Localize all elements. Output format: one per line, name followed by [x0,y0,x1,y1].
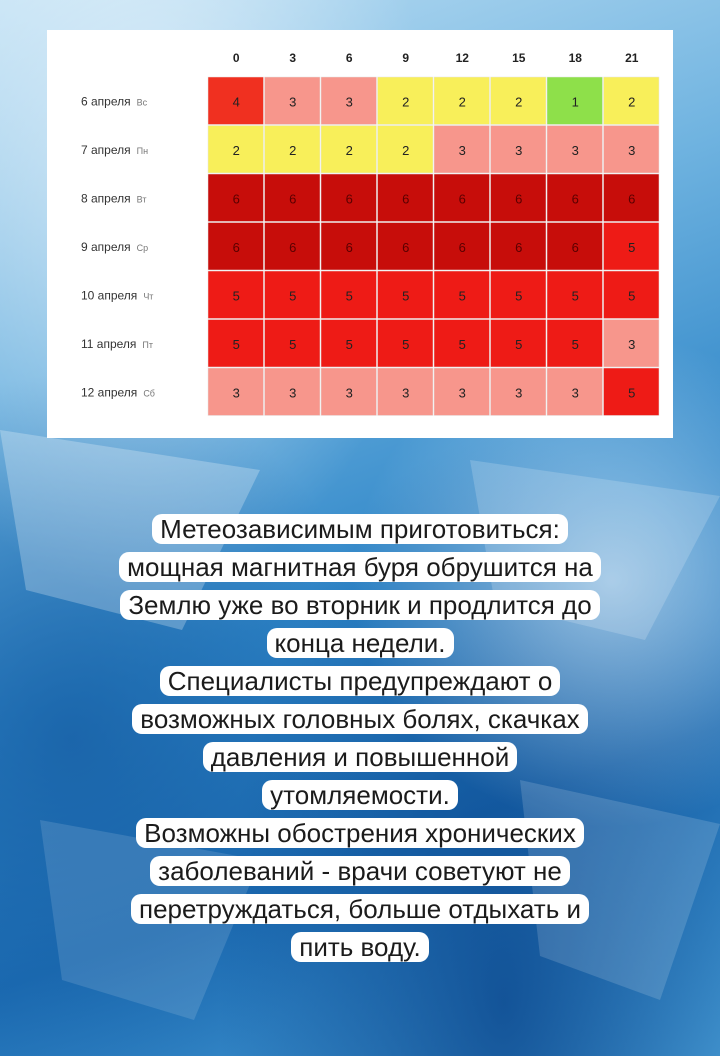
row-label-date: 11 апреля [81,336,137,351]
row-label-weekday: Вт [136,194,147,205]
row-label-weekday: Вс [136,97,148,108]
caption-line [0,700,720,738]
heatmap-cell-value: 5 [402,336,410,352]
heatmap-cell-value: 6 [345,191,353,207]
caption-line [0,852,720,890]
row-label [81,143,148,157]
row-label-weekday: Ср [136,242,149,253]
caption-line-text: конца недели. [267,628,454,658]
heatmap-cell-value: 5 [628,288,636,304]
row-label-weekday: Чт [143,291,154,302]
heatmap-cell-value: 2 [232,142,240,158]
heatmap-cell-value: 6 [628,191,636,207]
caption-line [0,928,720,966]
caption-line-text: Специалисты предупреждают о [160,666,561,696]
heatmap-cell-value: 5 [458,336,466,352]
heatmap-cell-value: 5 [571,288,579,304]
caption-line-text: Землю уже во вторник и продлится до [120,590,599,620]
chart-card [47,30,673,438]
caption-line [0,510,720,548]
heatmap-cell-value: 6 [515,239,523,255]
heatmap-cell-value: 6 [232,191,240,207]
caption-line-text: мощная магнитная буря обрушится на [119,552,601,582]
caption-line-text: давления и повышенной [203,742,517,772]
caption-line [0,548,720,586]
column-header-18: 18 [568,51,582,65]
column-header-3: 3 [289,51,297,65]
caption-line-text: утомляемости. [262,780,458,810]
heatmap-cell-value: 3 [289,385,297,401]
row-label-date: 6 апреля [81,94,131,109]
caption-line-text: Возможны обострения хронических [136,818,584,848]
heatmap-cell-value: 3 [289,94,297,110]
heatmap-cell-value: 6 [458,191,466,207]
heatmap-cell-value: 5 [458,288,466,304]
heatmap-cell-value: 3 [458,385,466,401]
heatmap-cell-value: 5 [628,385,636,401]
row-label [81,94,148,108]
heatmap-cell-value: 2 [458,94,466,110]
row-label [81,385,155,399]
heatmap-cell-value: 6 [232,239,240,255]
heatmap-cell-value: 6 [458,239,466,255]
caption-line [0,662,720,700]
heatmap-cell-value: 3 [628,336,636,352]
column-header-21: 21 [625,51,639,65]
heatmap-cell-value: 3 [571,142,579,158]
row-label-date: 9 апреля [81,239,131,254]
heatmap-cell-value: 2 [402,94,410,110]
caption-line-text: Метеозависимым приготовиться: [152,514,568,544]
column-header-12: 12 [455,51,469,65]
heatmap-cell-value: 5 [402,288,410,304]
heatmap-cell-value: 6 [289,239,297,255]
heatmap-cell-value: 5 [515,336,523,352]
heatmap-cell-value: 3 [515,142,523,158]
heatmap-cell-value: 2 [289,142,297,158]
heatmap-cell-value: 5 [289,336,297,352]
row-label [81,337,153,351]
heatmap-cell-value: 5 [515,288,523,304]
row-label-weekday: Пт [142,339,154,350]
column-header-0: 0 [232,51,240,65]
heatmap-cell-value: 4 [232,94,240,110]
row-label-date: 7 апреля [81,142,131,157]
caption-line-text: перетруждаться, больше отдыхать и [131,894,589,924]
caption-line-text: пить воду. [291,932,428,962]
row-label-date: 8 апреля [81,191,131,206]
heatmap-cell-value: 6 [402,239,410,255]
heatmap-cell-value: 2 [345,142,353,158]
row-label [81,240,148,254]
heatmap-cell-value: 2 [515,94,523,110]
heatmap-cell-value: 3 [571,385,579,401]
heatmap-cell-value: 3 [628,142,636,158]
heatmap-chart [47,30,673,438]
heatmap-cell-value: 6 [402,191,410,207]
heatmap-cell-value: 6 [515,191,523,207]
heatmap-cell-value: 3 [515,385,523,401]
heatmap-cell-value: 6 [571,191,579,207]
heatmap-cell-value: 5 [232,336,240,352]
column-header-15: 15 [512,51,526,65]
caption-line [0,738,720,776]
heatmap-cell-value: 2 [628,94,636,110]
column-header-6: 6 [345,51,353,65]
heatmap-cell-value: 5 [345,336,353,352]
heatmap-cell-value: 3 [232,385,240,401]
heatmap-cell-value: 6 [571,239,579,255]
row-label-weekday: Пн [136,145,149,156]
heatmap-cell-value: 5 [571,336,579,352]
caption-line-text: возможных головных болях, скачках [132,704,587,734]
heatmap-cell-value: 6 [289,191,297,207]
heatmap-cell-value: 3 [458,142,466,158]
caption-line [0,586,720,624]
column-header-9: 9 [402,51,410,65]
row-label-weekday: Сб [143,388,155,399]
row-label [81,288,153,302]
heatmap-cell-value: 3 [345,94,353,110]
heatmap-cell-value: 1 [571,94,579,110]
heatmap-cell-value: 5 [628,239,636,255]
heatmap-cell-value: 5 [345,288,353,304]
heatmap-cell-value: 6 [345,239,353,255]
caption-line [0,890,720,928]
caption-line [0,624,720,662]
caption-text [0,510,720,966]
heatmap-cell-value: 5 [232,288,240,304]
caption-line [0,776,720,814]
row-label-date: 12 апреля [81,385,138,400]
caption-line-text: заболеваний - врачи советуют не [150,856,570,886]
caption-line [0,814,720,852]
heatmap-cell-value: 2 [402,142,410,158]
heatmap-cell-value: 3 [402,385,410,401]
row-label [81,191,146,205]
heatmap-cell-value: 5 [289,288,297,304]
heatmap-cell-value: 3 [345,385,353,401]
row-label-date: 10 апреля [81,288,138,303]
